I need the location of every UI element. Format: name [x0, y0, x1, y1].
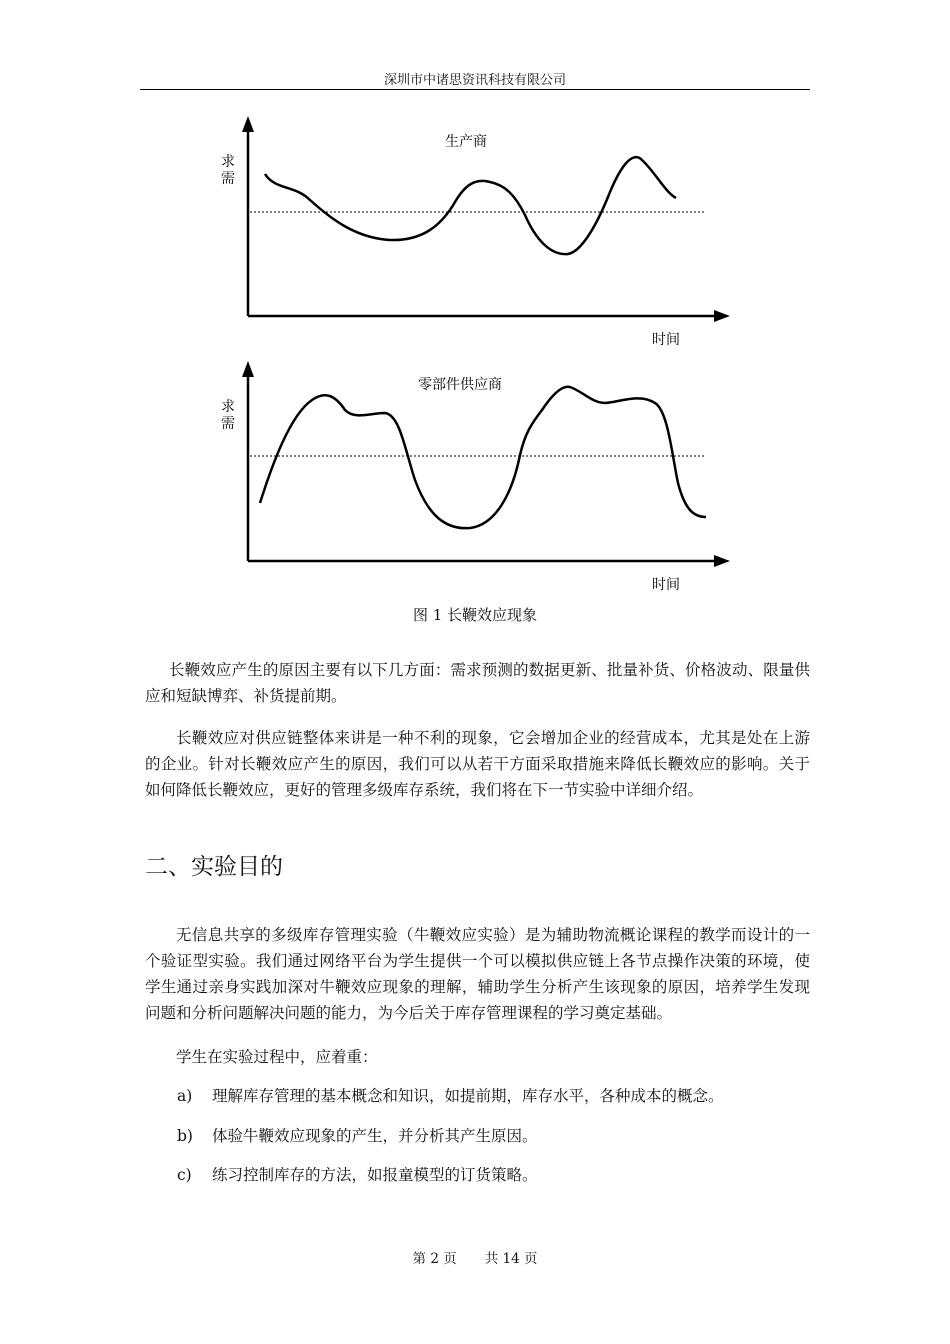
producer-y-arrow — [242, 116, 254, 132]
page-footer — [0, 1247, 950, 1267]
section-title: 二、实验目的 — [145, 854, 283, 880]
producer-chart — [200, 110, 760, 350]
supplier-ylabel-1: 求 — [221, 399, 235, 415]
supplier-chart-title: 零部件供应商 — [418, 377, 502, 393]
paragraph-focus-intro: 学生在实验过程中，应着重： — [176, 1048, 378, 1066]
figure-caption: 图 1 长鞭效应现象 — [412, 606, 538, 624]
list-text: 练习控制库存的方法，如报童模型的订货策略。 — [212, 1166, 538, 1184]
list-item — [177, 1083, 810, 1109]
page-header: 深圳市中诸思资讯科技有限公司 — [383, 73, 566, 88]
paragraph-bullwhip-effect: 长鞭效应对供应链整体来讲是一种不利的现象，它会增加企业的经营成本，尤其是处在上游的企业。针对长鞭效应产生的原因，我们可以从若干方面采取措施来降低长鞭效应的影响。关于如何降低长鞭效应，更好的管理多级库存系统，我们将在下一节实验中详细介绍。 — [145, 729, 810, 799]
supplier-y-arrow — [242, 361, 254, 377]
supplier-demand-curve — [260, 387, 706, 528]
producer-ylabel-1: 求 — [221, 154, 235, 170]
supplier-chart-svg — [200, 355, 760, 595]
producer-chart-xlabel: 时间 — [652, 332, 680, 348]
list-marker: b) — [177, 1127, 193, 1145]
paragraph-experiment-purpose: 无信息共享的多级库存管理实验（牛鞭效应实验）是为辅助物流概论课程的教学而设计的一个验证型实验。我们通过网络平台为学生提供一个可以模拟供应链上各节点操作决策的环境，使学生通过亲身实践加深对牛鞭效应现象的理解，辅助学生分析产生该现象的原因，培养学生发现问题和分析问题解决问题的能力，为今后关于库存管理课程的学习奠定基础。 — [145, 926, 810, 1022]
list-marker: c) — [177, 1166, 192, 1184]
list-marker: a) — [177, 1087, 193, 1105]
list-text: 体验牛鞭效应现象的产生，并分析其产生原因。 — [212, 1127, 538, 1145]
page-number: 第 2 页 — [412, 1251, 457, 1267]
producer-chart-title: 生产商 — [445, 134, 487, 150]
list-item — [177, 1162, 810, 1188]
producer-ylabel-2: 需 — [221, 171, 235, 187]
page-total: 共 14 页 — [484, 1251, 538, 1267]
list-item — [177, 1123, 810, 1149]
header-rule — [140, 89, 810, 90]
supplier-ylabel-2: 需 — [221, 416, 235, 432]
producer-demand-curve — [265, 157, 676, 254]
supplier-chart — [200, 355, 760, 595]
paragraph-causes: 长鞭效应产生的原因主要有以下几方面：需求预测的数据更新、批量补货、价格波动、限量供应和短缺博弈、补货提前期。 — [145, 661, 810, 705]
supplier-chart-xlabel: 时间 — [652, 577, 680, 593]
list-text: 理解库存管理的基本概念和知识，如提前期，库存水平，各种成本的概念。 — [212, 1087, 724, 1105]
supplier-x-arrow — [714, 555, 730, 567]
producer-chart-svg — [200, 110, 760, 350]
producer-x-arrow — [714, 310, 730, 322]
